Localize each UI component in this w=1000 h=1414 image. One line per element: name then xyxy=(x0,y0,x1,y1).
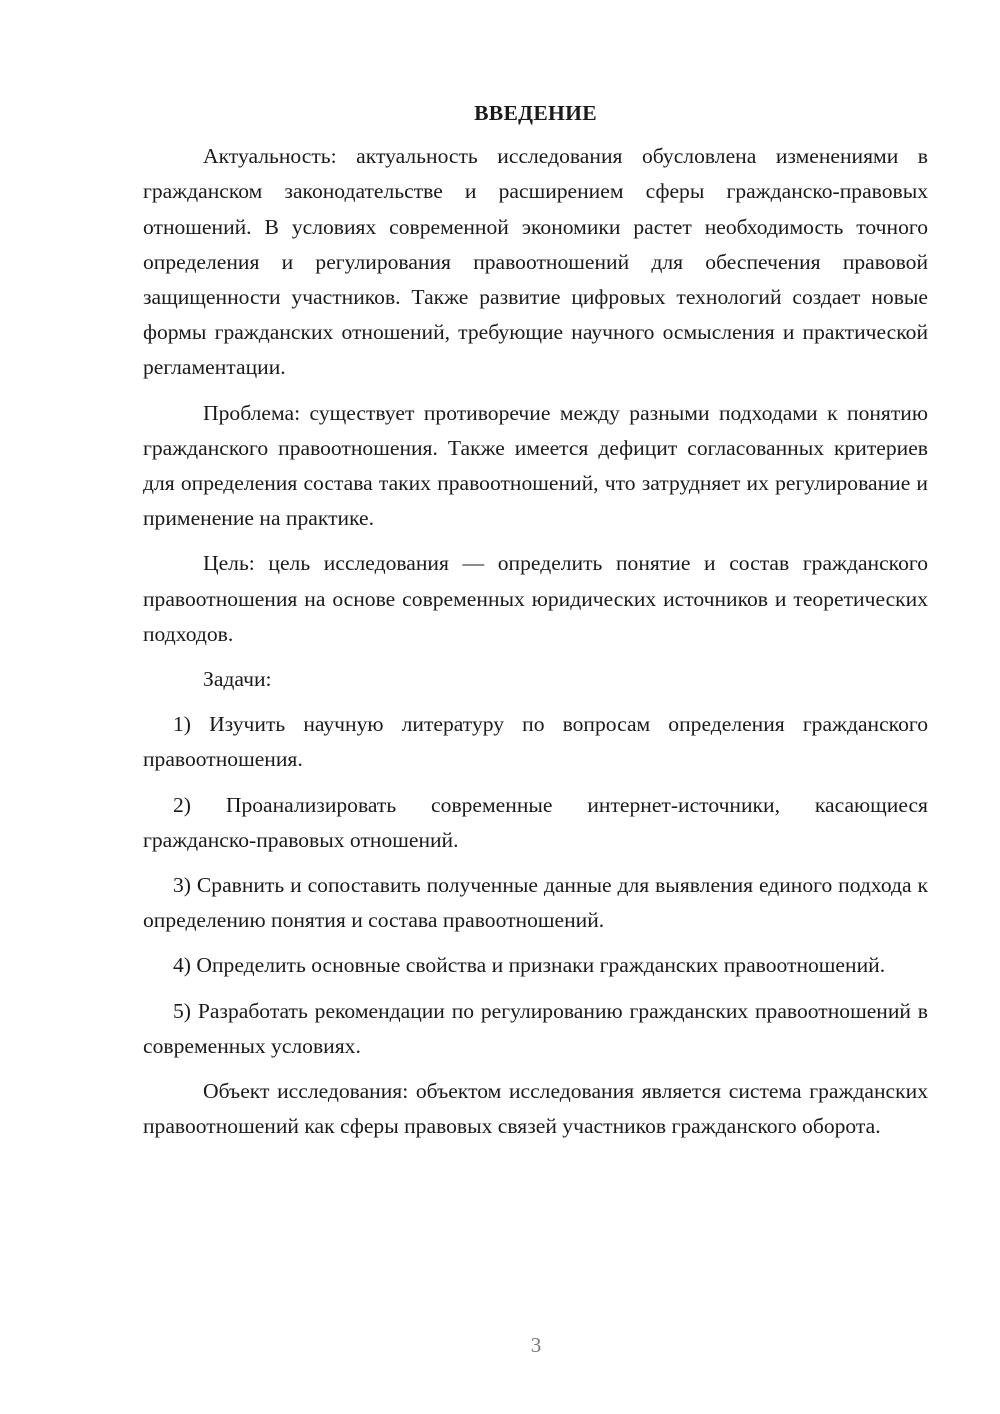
section-title: ВВЕДЕНИЕ xyxy=(474,101,597,125)
task-item: 1) Изучить научную литературу по вопросам определения гражданского правоотношения. xyxy=(143,712,928,772)
task-item: 5) Разработать рекомендации по регулированию гражданских правоотношений в современных условиях. xyxy=(143,998,928,1058)
task-item: 3) Сравнить и сопоставить полученные данные для выявления единого подхода к определению понятия и состава правоотношений. xyxy=(143,873,928,933)
task-item: 2) Проанализировать современные интернет-источники, касающиеся гражданско-правовых отношений. xyxy=(143,792,928,852)
object-paragraph: Объект исследования: объектом исследования является система гражданских правоотношений как сферы правовых связей участников гражданского оборота. xyxy=(143,1079,928,1139)
goal-paragraph: Цель: цель исследования — определить понятие и состав гражданского правоотношения на основе современных юридических источников и теоретических подходов. xyxy=(143,551,928,646)
page-content xyxy=(143,96,928,1144)
tasks-heading: Задачи: xyxy=(203,667,272,692)
relevance-paragraph: Актуальность: актуальность исследования обусловлена изменениями в гражданском законодательстве и расширением сферы гражданско-правовых отношений. В условиях современной экономики растет необходимость точного определения и регулирования правоотношений для обеспечения правовой защищенности участников. Также развитие цифровых технологий создает новые формы гражданских отношений, требующие научного осмысления и практической регламентации. xyxy=(143,144,928,380)
problem-paragraph: Проблема: существует противоречие между разными подходами к понятию гражданского правоотношения. Также имеется дефицит согласованных критериев для определения состава таких правоотношений, что затрудняет их регулирование и применение на практике. xyxy=(143,400,928,531)
task-item: 4) Определить основные свойства и признаки гражданских правоотношений. xyxy=(173,953,886,978)
tasks-list xyxy=(143,707,928,1064)
page-number: 3 xyxy=(530,1333,542,1357)
